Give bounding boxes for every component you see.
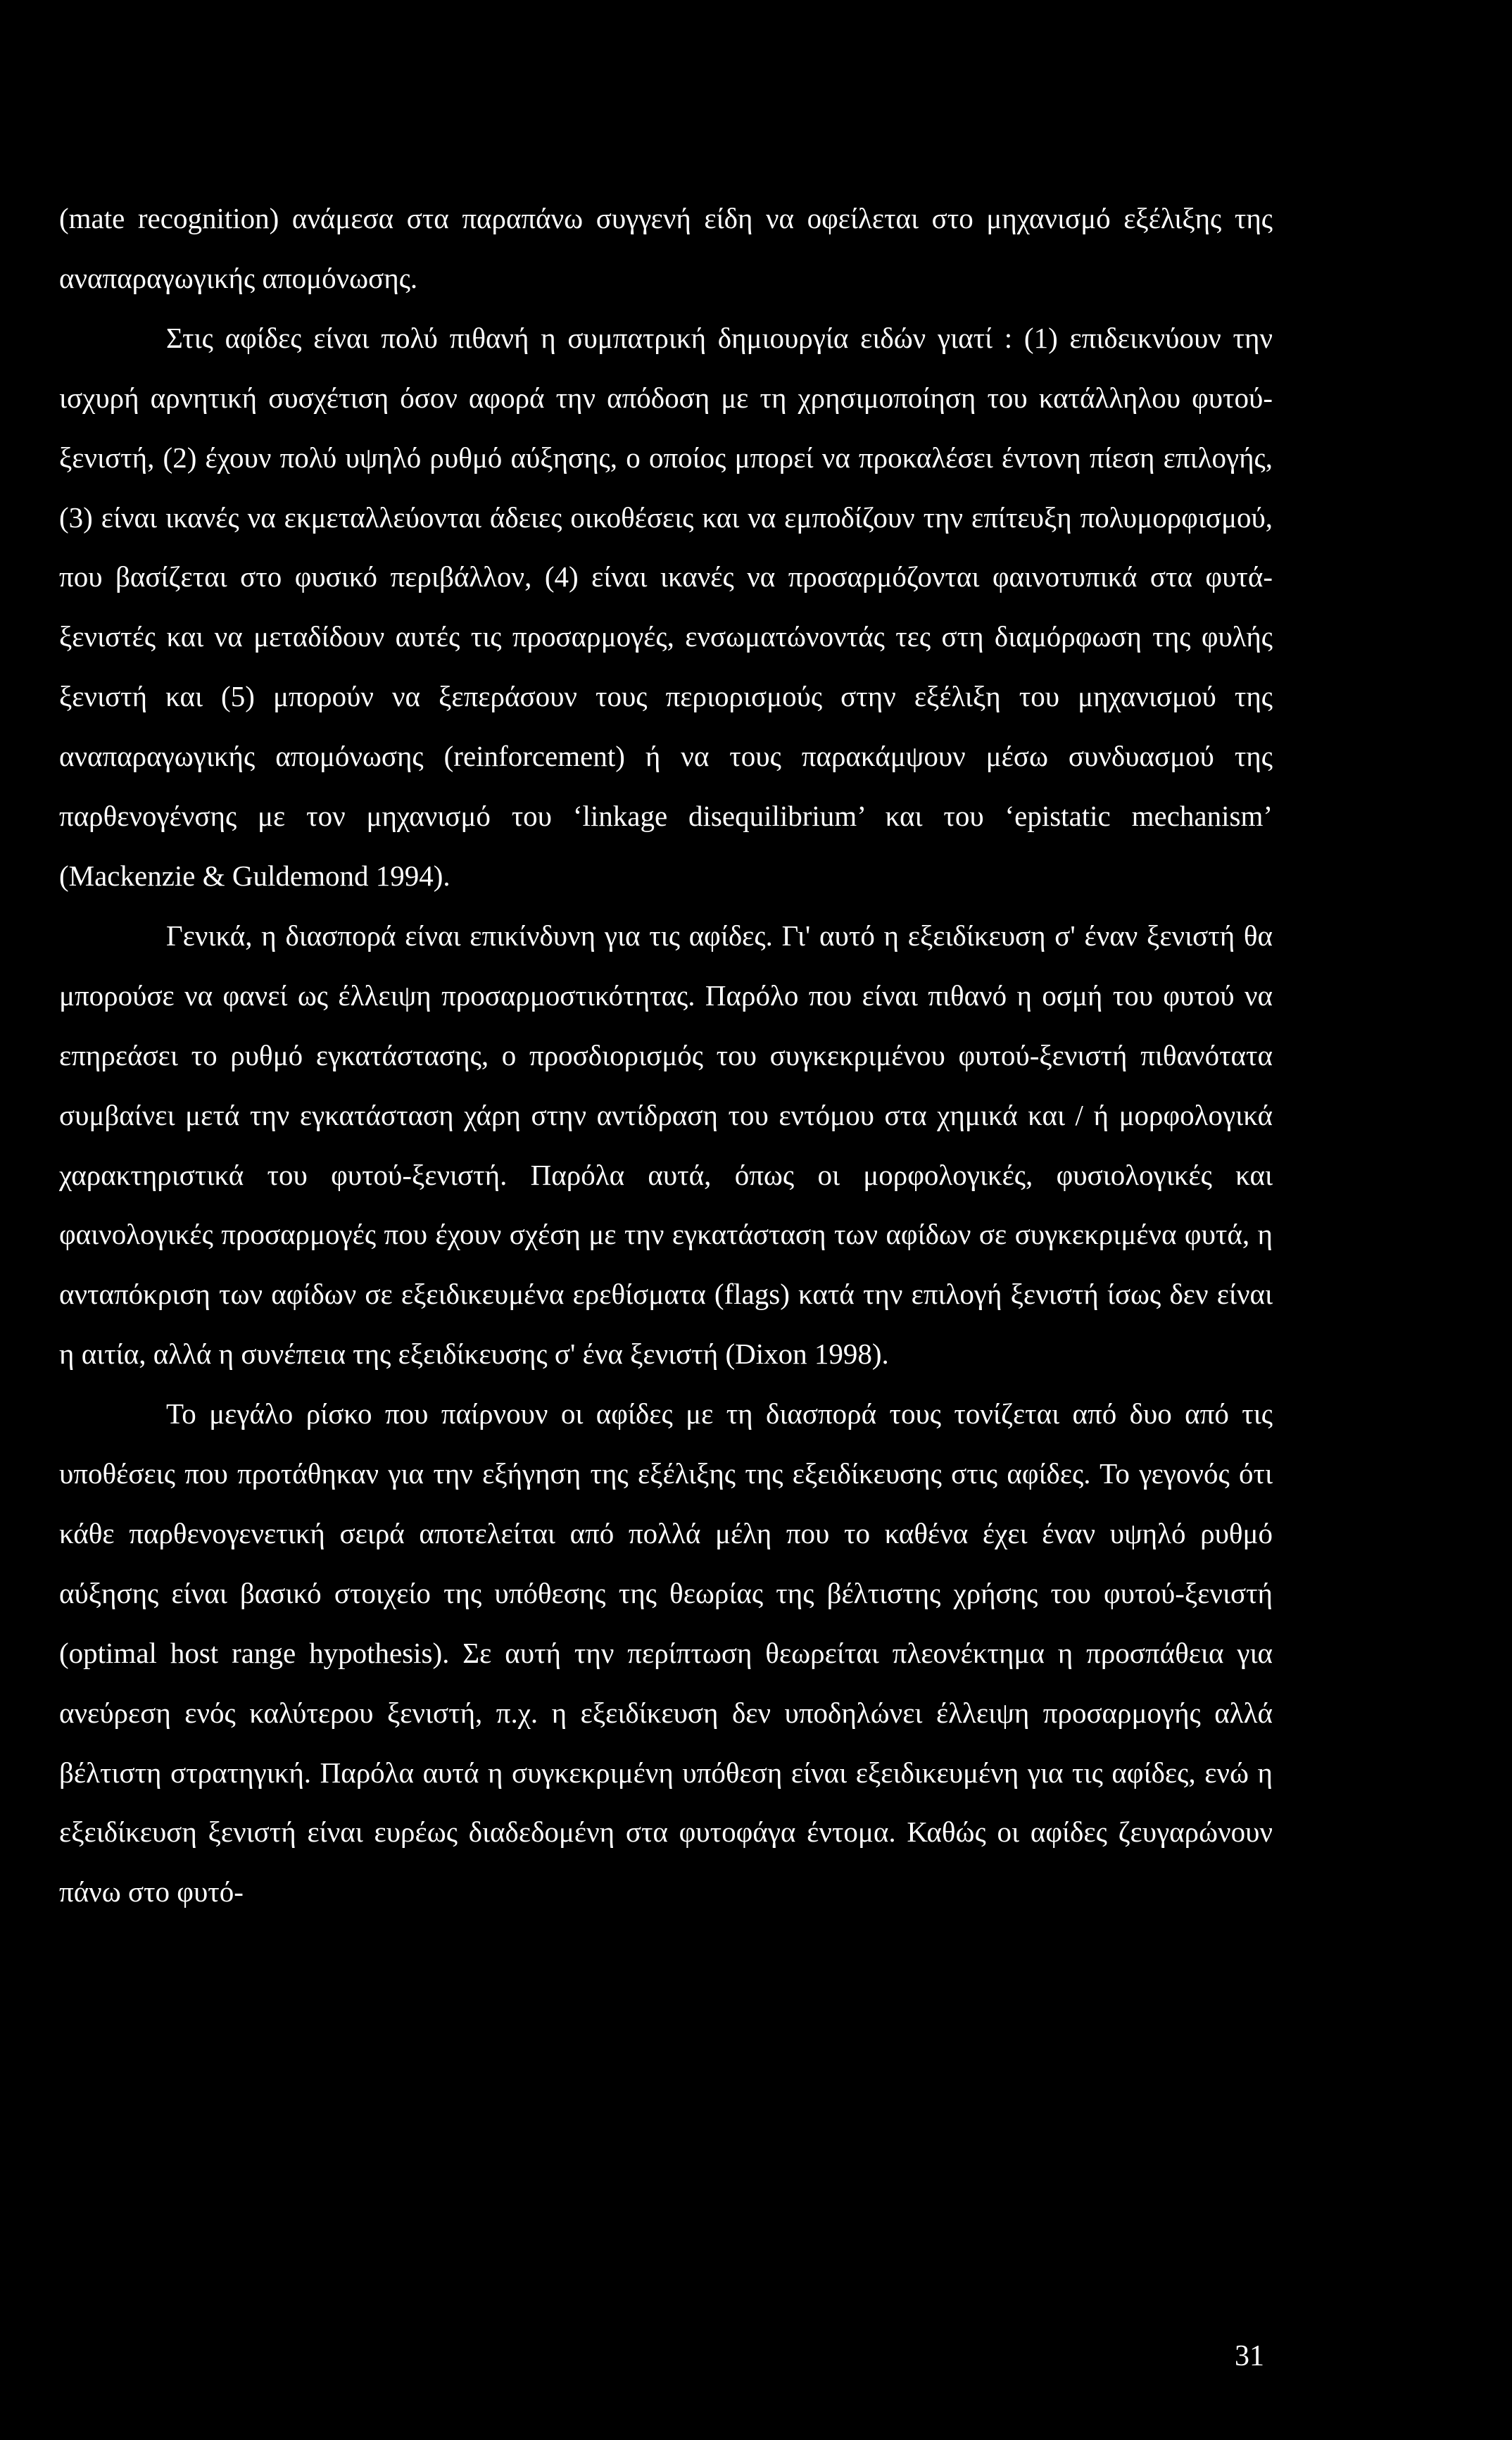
paragraph-dispersal-risk: Γενικά, η διασπορά είναι επικίνδυνη για τις αφίδες. Γι' αυτό η εξειδίκευση σ' έναν ξενιστή θα μπορούσε να φανεί ως έλλειψη προσαρμοστικότητας. Παρόλο που είναι πιθανό η οσμή του φυτού να επηρεάσει το ρυθμό εγκατάστασης, ο προσδιορισμός του συγκεκριμένου φυτού-ξενιστή πιθανότατα συμβαίνει μετά την εγκατάσταση χάρη στην αντίδραση του εντόμου στα χημικά και / ή μορφολογικά χαρακτηριστικά του φυτού-ξενιστή. Παρόλα αυτά, όπως οι μορφολογικές, φυσιολογικές και φαινολογικές προσαρμογές που έχουν σχέση με την εγκατάσταση των αφίδων σε συγκεκριμένα φυτά, η ανταπόκριση των αφίδων σε εξειδικευμένα ερεθίσματα (flags) κατά την επιλογή ξενιστή ίσως δεν είναι η αιτία, αλλά η συνέπεια της εξειδίκευσης σ' ένα ξενιστή (Dixon 1998). [59, 919, 1273, 1371]
paragraph-sympatric-speciation: Στις αφίδες είναι πολύ πιθανή η συμπατρική δημιουργία ειδών γιατί : (1) επιδεικνύουν την ισχυρή αρνητική συσχέτιση όσον αφορά την απόδοση με τη χρησιμοποίηση του κατάλληλου φυτού-ξενιστή, (2) έχουν πολύ υψηλό ρυθμό αύξησης, ο οποίος μπορεί να προκαλέσει έντονη πίεση επιλογής, (3) είναι ικανές να εκμεταλλεύονται άδειες οικοθέσεις και να εμποδίζουν την επίτευξη πολυμορφισμού, που βασίζεται στο φυσικό περιβάλλον, (4) είναι ικανές να προσαρμόζονται φαινοτυπικά στα φυτά-ξενιστές και να μεταδίδουν αυτές τις προσαρμογές, ενσωματώνοντάς τες στη διαμόρφωση της φυλής ξενιστή και (5) μπορούν να ξεπεράσουν τους περιορισμούς στην εξέλιξη του μηχανισμού της αναπαραγωγικής απομόνωσης (reinforcement) ή να τους παρακάμψουν μέσω συνδυασμού της παρθενογένσης με τον μηχανισμό του ‘linkage disequilibrium’ και του ‘epistatic mechanism’ (Mackenzie & Guldemond 1994). [59, 321, 1273, 892]
page-number: 31 [1235, 2340, 1264, 2372]
paragraph-continuation: (mate recognition) ανάμεσα στα παραπάνω συγγενή είδη να οφείλεται στο μηχανισμό εξέλιξης της αναπαραγωγικής απομόνωσης. [59, 202, 1273, 294]
body-text [59, 189, 1273, 1922]
paragraph-specialization-hypotheses: Το μεγάλο ρίσκο που παίρνουν οι αφίδες με τη διασπορά τους τονίζεται από δυο από τις υποθέσεις που προτάθηκαν για την εξήγηση της εξέλιξης της εξειδίκευσης στις αφίδες. Το γεγονός ότι κάθε παρθενογενετική σειρά αποτελείται από πολλά μέλη που το καθένα έχει έναν υψηλό ρυθμό αύξησης είναι βασικό στοιχείο της υπόθεσης της θεωρίας της βέλτιστης χρήσης του φυτού-ξενιστή (optimal host range hypothesis). Σε αυτή την περίπτωση θεωρείται πλεονέκτημα η προσπάθεια για ανεύρεση ενός καλύτερου ξενιστή, π.χ. η εξειδίκευση δεν υποδηλώνει έλλειψη προσαρμογής αλλά βέλτιστη στρατηγική. Παρόλα αυτά η συγκεκριμένη υπόθεση είναι εξειδικευμένη για τις αφίδες, ενώ η εξειδίκευση ξενιστή είναι ευρέως διαδεδομένη στα φυτοφάγα έντομα. Καθώς οι αφίδες ζευγαρώνουν πάνω στο φυτό- [59, 1397, 1273, 1908]
